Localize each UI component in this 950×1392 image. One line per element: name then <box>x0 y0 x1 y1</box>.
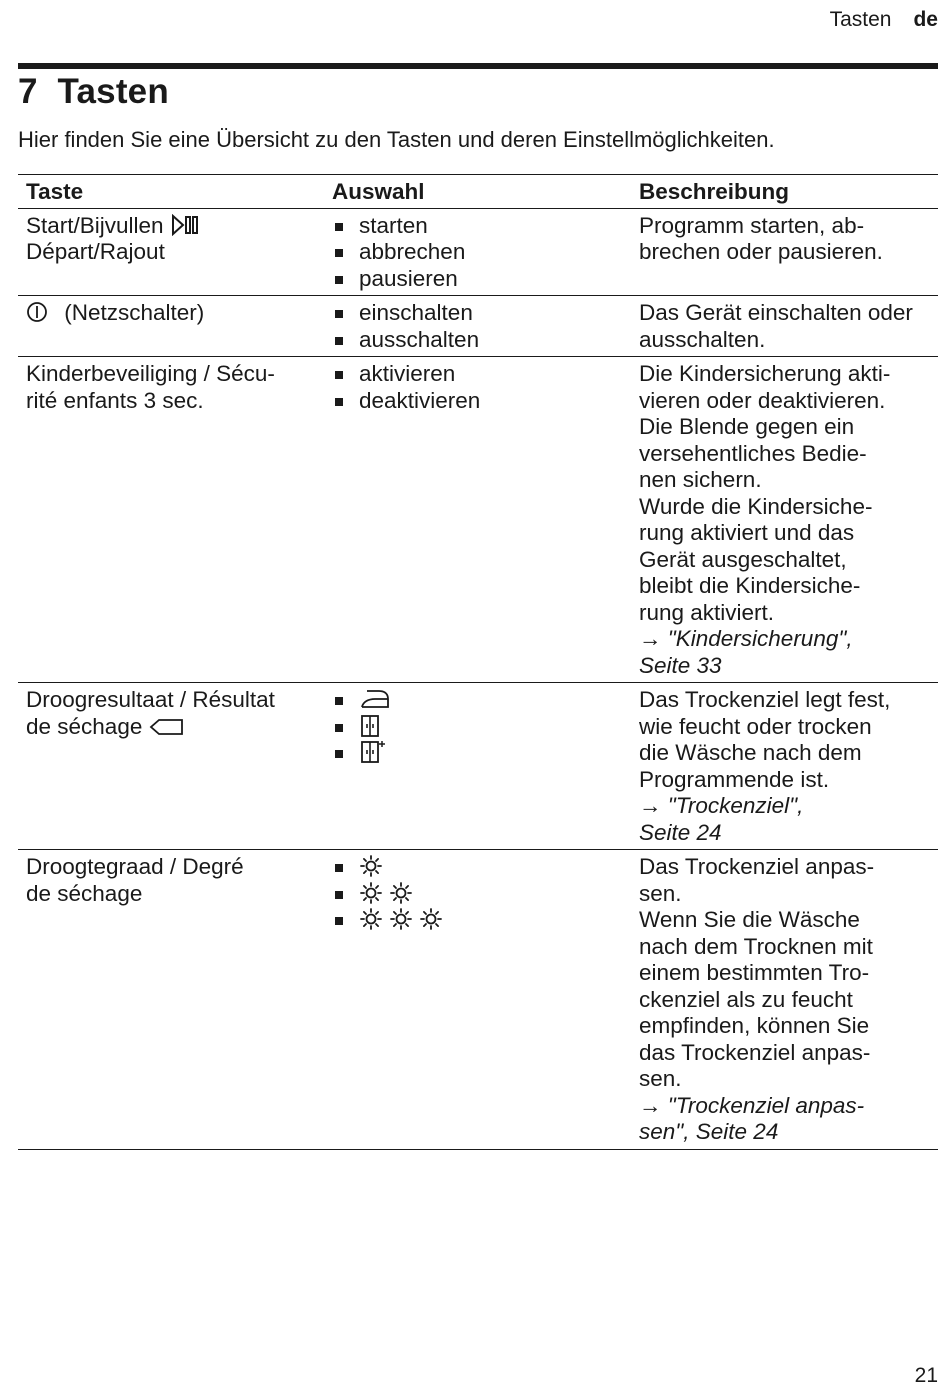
chapter-rule <box>18 63 938 69</box>
sun-icon <box>359 881 383 905</box>
power-icon <box>26 301 48 323</box>
desc-line: Die Kindersicherung akti- <box>639 361 891 386</box>
key-label: (Netzschalter) <box>64 300 205 325</box>
list-item <box>332 687 623 714</box>
list-item <box>332 881 623 908</box>
sun-icon <box>359 854 383 878</box>
desc-line: sen. <box>639 1066 682 1091</box>
column-header-beschreibung: Beschreibung <box>631 175 938 209</box>
chapter-title: 7 Tasten <box>18 72 169 111</box>
description-cell <box>631 683 938 850</box>
desc-line: Das Trockenziel legt fest, <box>639 687 891 712</box>
key-label-cont: rité enfants 3 sec. <box>26 387 204 413</box>
cross-reference-page[interactable]: sen", Seite 24 <box>639 1119 779 1144</box>
sun-icon-x2 <box>359 882 419 907</box>
key-label: Kinderbeveiliging / Sécu- <box>26 361 275 386</box>
key-cell <box>18 850 324 1150</box>
desc-line: einem bestimmten Tro- <box>639 960 870 985</box>
desc-line: vieren oder deaktivieren. <box>639 387 886 413</box>
key-label: Droogresultaat / Résultat <box>26 687 275 712</box>
running-header <box>830 8 938 32</box>
option-cell <box>324 683 631 850</box>
sun-icon-x1 <box>359 855 389 880</box>
desc-line: nach dem Trocknen mit <box>639 933 873 959</box>
key-label-fr: Départ/Rajout <box>26 239 165 264</box>
key-label-cont: de séchage <box>26 880 143 906</box>
description-cell: Das Gerät einschalten oder ausschalten. <box>631 296 938 357</box>
column-header-auswahl: Auswahl <box>324 175 631 209</box>
table-row <box>18 683 938 850</box>
sun-icon <box>389 907 413 931</box>
chapter-intro: Hier finden Sie eine Übersicht zu den Tasten und deren Einstellmöglichkeiten. <box>18 127 775 152</box>
key-cell <box>18 683 324 850</box>
xref-text: "Trockenziel anpas- <box>667 1092 865 1118</box>
list-item: einschalten <box>332 300 623 327</box>
sun-icon <box>419 907 443 931</box>
key-label: Droogtegraad / Degré <box>26 854 244 879</box>
table-row <box>18 850 938 1150</box>
list-item <box>332 907 623 934</box>
arrow-right-icon: → <box>639 626 662 651</box>
page-number: 21 <box>914 1364 938 1387</box>
desc-line: das Trockenziel anpas- <box>639 1039 871 1065</box>
option-cell <box>324 357 631 683</box>
desc-line: Wurde die Kindersiche- <box>639 493 873 519</box>
table-header-row <box>18 175 938 209</box>
list-item: aktivieren <box>332 361 623 388</box>
desc-line: empfinden, können Sie <box>639 1013 870 1038</box>
desc-line: wie feucht oder trocken <box>639 713 872 739</box>
table-row <box>18 357 938 683</box>
sun-icon <box>359 907 383 931</box>
desc-line: rung aktiviert. <box>639 599 775 625</box>
cross-reference-page[interactable]: Seite 24 <box>639 819 722 845</box>
key-label-cont: de séchage <box>26 713 143 739</box>
list-item: ausschalten <box>332 327 623 354</box>
list-item <box>332 740 623 767</box>
sun-icon-x3 <box>359 908 449 933</box>
iron-icon <box>359 687 391 711</box>
option-cell <box>324 850 631 1150</box>
key-cell <box>18 208 324 296</box>
table-row <box>18 208 938 296</box>
desc-line: Das Trockenziel anpas- <box>639 854 875 879</box>
xref-text: "Kindersicherung", <box>667 626 853 651</box>
desc-line: Gerät ausgeschaltet, <box>639 546 847 572</box>
header-section: Tasten <box>829 8 892 31</box>
dry-result-icon <box>149 717 185 737</box>
column-header-taste: Taste <box>18 175 324 209</box>
cross-reference-page[interactable]: Seite 33 <box>639 652 722 678</box>
cross-reference-link[interactable] <box>639 626 930 653</box>
desc-line: sen. <box>639 880 682 906</box>
desc-line: nen sichern. <box>639 467 762 492</box>
list-item: pausieren <box>332 266 623 293</box>
key-label: Start/Bijvullen <box>26 212 164 238</box>
cross-reference-link[interactable] <box>639 1093 930 1120</box>
desc-line: ckenziel als zu feucht <box>639 986 853 1012</box>
cupboard-icon <box>359 714 383 738</box>
sun-icon <box>389 881 413 905</box>
description-cell <box>631 850 938 1150</box>
arrow-right-icon: → <box>639 793 662 818</box>
option-cell <box>324 208 631 296</box>
key-cell <box>18 357 324 683</box>
list-item <box>332 854 623 881</box>
cupboard-plus-icon <box>359 740 387 764</box>
desc-line: bleibt die Kindersiche- <box>639 573 861 598</box>
list-item: deaktivieren <box>332 388 623 415</box>
arrow-right-icon: → <box>639 1092 662 1118</box>
header-language: de <box>913 8 938 31</box>
table-row <box>18 296 938 357</box>
desc-line: die Wäsche nach dem <box>639 740 862 765</box>
list-item: abbrechen <box>332 239 623 266</box>
key-cell <box>18 296 324 357</box>
xref-text: "Trockenziel", <box>667 793 804 818</box>
option-cell <box>324 296 631 357</box>
desc-line: Die Blende gegen ein <box>639 414 855 439</box>
desc-line: versehentliches Bedie- <box>639 440 867 466</box>
keys-table <box>18 174 938 1150</box>
desc-line: Wenn Sie die Wäsche <box>639 907 860 932</box>
desc-line: Programmende ist. <box>639 766 830 792</box>
desc-line: rung aktiviert und das <box>639 520 855 545</box>
description-cell <box>631 357 938 683</box>
cross-reference-link[interactable] <box>639 793 930 820</box>
list-item: starten <box>332 213 623 240</box>
start-pause-icon <box>170 214 200 236</box>
list-item <box>332 714 623 741</box>
description-cell: Programm starten, ab-brechen oder pausieren. <box>631 208 938 296</box>
